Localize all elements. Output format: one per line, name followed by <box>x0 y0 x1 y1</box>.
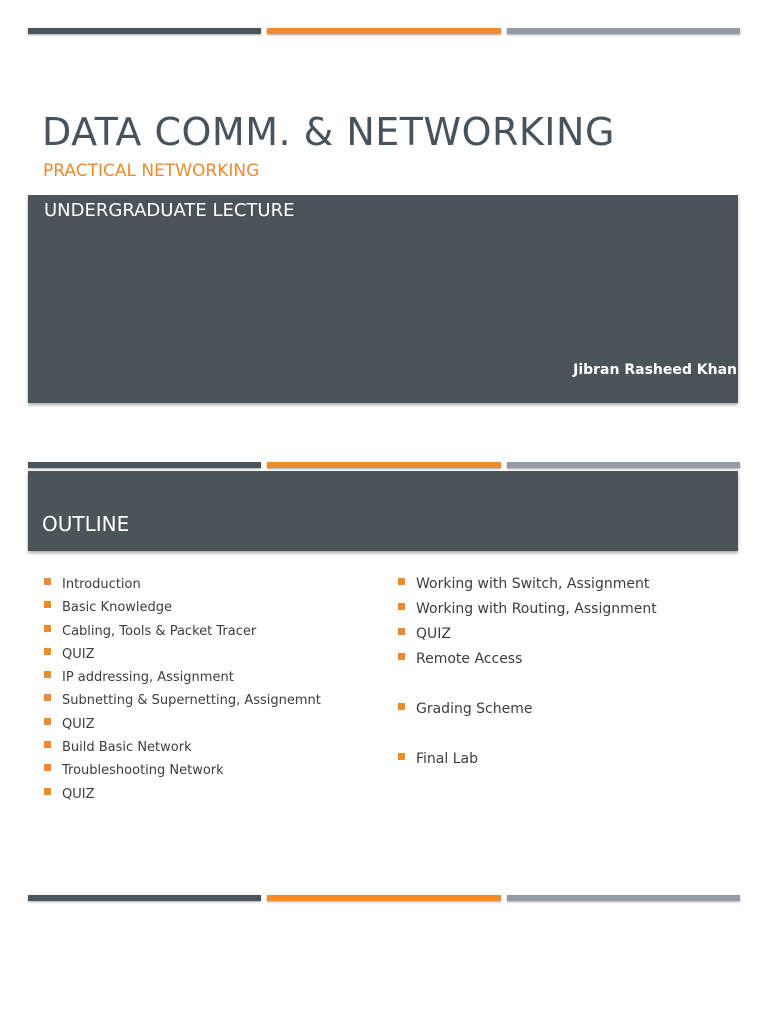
square-bullet-icon <box>44 764 51 771</box>
list-item-label: Remote Access <box>416 651 523 667</box>
list-item-label: Subnetting & Supernetting, Assignemnt <box>62 693 321 709</box>
list-item-label: Working with Routing, Assignment <box>416 601 657 617</box>
list-item-label: Build Basic Network <box>62 740 192 756</box>
list-item <box>397 626 657 651</box>
square-bullet-icon <box>398 603 405 610</box>
list-item <box>43 600 321 623</box>
list-item <box>43 624 321 647</box>
accent-bar-orange <box>267 462 500 468</box>
list-item-label: Final Lab <box>416 751 478 767</box>
square-bullet-icon <box>44 741 51 748</box>
list-item-label: Troubleshooting Network <box>62 763 224 779</box>
list-item-label: QUIZ <box>62 716 95 732</box>
list-item <box>397 576 657 601</box>
list-item <box>397 701 657 726</box>
accent-bar-gray <box>507 28 740 34</box>
outline-header-panel <box>28 471 738 551</box>
square-bullet-icon <box>44 578 51 585</box>
square-bullet-icon <box>44 718 51 725</box>
list-item <box>397 651 657 676</box>
list-item <box>43 740 321 763</box>
list-item-label: QUIZ <box>416 626 451 642</box>
slide-subtitle: PRACTICAL NETWORKING <box>43 161 260 181</box>
author-name: Jibran Rasheed Khan <box>573 362 737 378</box>
list-item-label: Working with Switch, Assignment <box>416 576 650 592</box>
outline-list-left <box>43 577 321 810</box>
list-item <box>43 763 321 786</box>
list-item-label: Cabling, Tools & Packet Tracer <box>62 623 257 639</box>
title-panel <box>28 195 738 403</box>
list-item-label: IP addressing, Assignment <box>62 670 234 686</box>
list-item-label: Grading Scheme <box>416 701 533 717</box>
list-item <box>43 787 321 810</box>
outline-heading: OUTLINE <box>42 512 130 536</box>
square-bullet-icon <box>44 694 51 701</box>
square-bullet-icon <box>44 671 51 678</box>
list-item <box>43 670 321 693</box>
slide-title: DATA COMM. & NETWORKING <box>42 110 615 154</box>
accent-bars-bottom <box>28 895 740 902</box>
list-item <box>43 693 321 716</box>
list-item-label: Basic Knowledge <box>62 600 173 616</box>
list-item <box>43 577 321 600</box>
lecture-label: UNDERGRADUATE LECTURE <box>44 200 295 221</box>
accent-bar-dark <box>28 462 261 468</box>
accent-bars-top <box>28 28 740 35</box>
list-item <box>43 717 321 740</box>
accent-bar-dark <box>28 895 261 901</box>
list-item <box>43 647 321 670</box>
list-item-label: QUIZ <box>62 646 95 662</box>
list-item-label: Introduction <box>62 577 141 592</box>
square-bullet-icon <box>398 653 405 660</box>
square-bullet-icon <box>398 578 405 585</box>
list-item <box>397 601 657 626</box>
square-bullet-icon <box>44 601 51 608</box>
accent-bar-gray <box>507 462 740 468</box>
accent-bar-orange <box>267 895 500 901</box>
square-bullet-icon <box>44 788 51 795</box>
accent-bar-orange <box>267 28 500 34</box>
accent-bars-middle <box>28 462 740 469</box>
square-bullet-icon <box>398 703 405 710</box>
list-item-label: QUIZ <box>62 786 95 802</box>
list-item <box>397 751 657 776</box>
square-bullet-icon <box>398 628 405 635</box>
square-bullet-icon <box>44 625 51 632</box>
accent-bar-gray <box>507 895 740 901</box>
square-bullet-icon <box>398 753 405 760</box>
square-bullet-icon <box>44 648 51 655</box>
accent-bar-dark <box>28 28 261 34</box>
outline-list-right <box>397 576 657 776</box>
